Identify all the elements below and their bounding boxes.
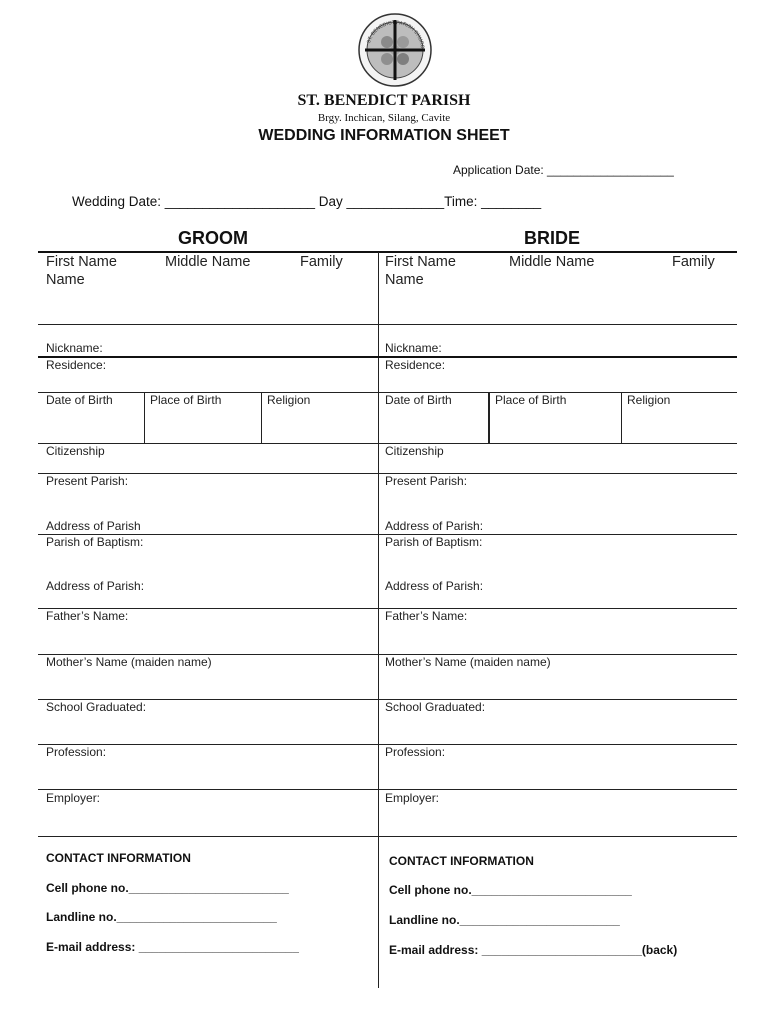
bride-family-name-label: Family [672,254,715,270]
groom-date-of-birth-label[interactable]: Date of Birth [46,393,113,407]
bride-present-parish-label[interactable]: Present Parish: [385,474,468,488]
wedding-date-field[interactable]: Wedding Date: ____________________ Day _____________Time: ________ [72,194,542,209]
bride-landline-field[interactable]: Landline no.________________________ [389,913,620,927]
groom-place-of-birth-label[interactable]: Place of Birth [150,393,222,407]
bride-mothers-name-label[interactable]: Mother’s Name (maiden name) [385,655,551,669]
groom-name-label-cont: Name [46,272,85,288]
bride-email-field[interactable]: E-mail address: ________________________(back) [389,943,678,957]
bride-residence-label[interactable]: Residence: [385,358,446,372]
bride-name-label-cont: Name [385,272,424,288]
bride-fathers-name-label[interactable]: Father’s Name: [385,609,468,623]
bride-parish-address-label[interactable]: Address of Parish: [385,519,484,533]
groom-email-field[interactable]: E-mail address: ________________________ [46,940,299,954]
bride-parish-of-baptism-label[interactable]: Parish of Baptism: [385,535,483,549]
table-top-border [38,251,737,253]
groom-citizenship-label[interactable]: Citizenship [46,444,105,458]
groom-contact-heading: CONTACT INFORMATION [46,851,191,865]
bride-citizenship-label[interactable]: Citizenship [385,444,444,458]
groom-baptism-parish-address-label[interactable]: Address of Parish: [46,579,145,593]
groom-heading: GROOM [178,228,248,248]
groom-religion-label[interactable]: Religion [267,393,311,407]
groom-parish-of-baptism-label[interactable]: Parish of Baptism: [46,535,144,549]
form-title: WEDDING INFORMATION SHEET [258,127,510,144]
bride-nickname-label[interactable]: Nickname: [385,341,442,355]
groom-first-name-label: First Name [46,254,117,270]
application-date-field[interactable]: Application Date: ___________________ [453,163,674,177]
bride-birth-divider-1 [488,392,490,443]
bride-birth-divider-2 [621,392,622,443]
bride-contact-heading: CONTACT INFORMATION [389,854,534,868]
bride-first-name-label: First Name [385,254,456,270]
row-divider [38,789,737,790]
groom-residence-label[interactable]: Residence: [46,358,107,372]
groom-parish-address-label[interactable]: Address of Parish [46,519,141,533]
bride-middle-name-label: Middle Name [509,254,595,270]
groom-present-parish-label[interactable]: Present Parish: [46,474,129,488]
groom-nickname-label[interactable]: Nickname: [46,341,103,355]
groom-school-label[interactable]: School Graduated: [46,700,147,714]
groom-profession-label[interactable]: Profession: [46,745,107,759]
bride-cell-phone-field[interactable]: Cell phone no.________________________ [389,883,632,897]
church-name: ST. BENEDICT PARISH [297,92,471,109]
groom-cell-phone-field[interactable]: Cell phone no.________________________ [46,881,289,895]
groom-employer-label[interactable]: Employer: [46,791,101,805]
groom-mothers-name-label[interactable]: Mother’s Name (maiden name) [46,655,212,669]
bride-heading: BRIDE [524,228,581,248]
groom-middle-name-label: Middle Name [165,254,251,270]
bride-profession-label[interactable]: Profession: [385,745,446,759]
groom-landline-field[interactable]: Landline no.________________________ [46,910,277,924]
parish-seal-logo [357,12,433,88]
center-divider [378,252,379,988]
groom-birth-divider-1 [144,392,145,443]
bride-employer-label[interactable]: Employer: [385,791,440,805]
bride-place-of-birth-label[interactable]: Place of Birth [495,393,567,407]
svg-text:ST. BENEDICT PARISH CHURCH: ST. BENEDICT PARISH CHURC [365,19,425,49]
bride-school-label[interactable]: School Graduated: [385,700,486,714]
church-address: Brgy. Inchican, Silang, Cavite [317,112,451,124]
bride-baptism-parish-address-label[interactable]: Address of Parish: [385,579,484,593]
groom-family-name-label: Family [300,254,343,270]
row-divider [38,324,737,325]
groom-birth-divider-2 [261,392,262,443]
bride-religion-label[interactable]: Religion [627,393,671,407]
groom-fathers-name-label[interactable]: Father’s Name: [46,609,129,623]
row-divider [38,836,737,837]
bride-date-of-birth-label[interactable]: Date of Birth [385,393,452,407]
